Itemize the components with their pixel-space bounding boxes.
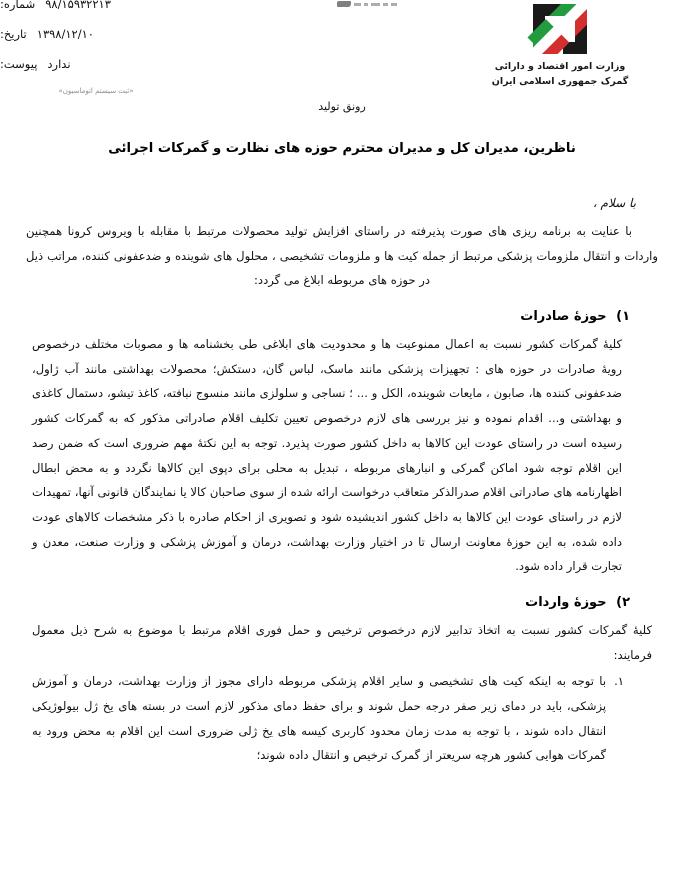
date-label: تاریخ: xyxy=(0,27,27,41)
list-item-marker: ۱. xyxy=(614,674,624,689)
iran-customs-emblem-icon xyxy=(523,4,597,54)
section-imports-list xyxy=(26,669,658,768)
list-item-text: با توجه به اینکه کیت های تشخیصی و سایر اقلام پزشکی مربوطه دارای مجوز از وزارت بهداشت، درمان و آموزش پزشکی، باید در دمای زیر صفر درجه حمل شوند و برای حفظ دمای مذکور لازم است در بسته های یخ ژل بیولوژیکی انتقال داده شوند ، با توجه به مدت زمان محدود کاربری کیسه های یخ ژلی ضروری است این اقلام به محض ورود به گمرکات هوایی کشور هرچه سریعتر از گمرک ترخیص و انتقال داده شوند؛ xyxy=(32,674,607,763)
number-value: ۹۸/۱۵۹۳۲۲۱۳ xyxy=(45,0,111,11)
meta-row-number xyxy=(0,0,230,11)
year-slogan: رونق تولید xyxy=(318,100,366,113)
automation-registration-stamp: «ثبت سیستم اتوماسیون» xyxy=(58,87,134,95)
section-imports-label: حوزۀ واردات xyxy=(525,594,607,610)
section-exports-number: ۱) xyxy=(616,309,630,325)
section-exports-title xyxy=(26,309,658,324)
section-exports xyxy=(26,309,658,579)
letterhead xyxy=(462,4,658,89)
section-imports-number: ۲) xyxy=(616,594,630,610)
organization-name: گمرک جمهوری اسلامی ایران xyxy=(491,75,629,87)
ministry-name: وزارت امور اقتصاد و دارائی xyxy=(494,61,626,72)
attachment-label: پیوست: xyxy=(0,57,38,71)
meta-row-date xyxy=(0,27,230,41)
intro-paragraph: با عنایت به برنامه ریزی های صورت پذیرفته در راستای افزایش تولید محصولات مرتبط با مقابله با ویروس کرونا همچنین واردات و انتقال ملزومات پزشکی مرتبط از جمله کیت ها و ملزومات تشخیصی ، محلول های شوینده و ضدعفونی کننده، مراتب ذیل در حوزه های مربوطه ابلاغ می گردد: xyxy=(26,224,658,288)
document-meta xyxy=(0,0,230,95)
section-imports-lead: کلیۀ گمرکات کشور نسبت به اتخاذ تدابیر لازم درخصوص ترخیص و حمل فوری اقلام مرتبط با موضوع به شرح ذیل معمول فرمایند: xyxy=(32,622,652,662)
section-exports-body: کلیۀ گمرکات کشور نسبت به اعمال ممنوعیت ها و محدودیت های ابلاغی طی بخشنامه ها و مصوبات مختلف درخصوص رویۀ صادرات در حوزه های : تجهیزات پزشکی مانند ماسک، لباس گان، دستکش؛ محصولات بهداشتی مانند آب ژاول، ضدعفونی کننده ها، صابون ، مایعات شوینده، الکل و ... ؛ نساجی و سلولزی مانند منسوج نبافته، کاغذ تیشو، دستمال کاغذی و بهداشتی و... اقدام نموده و نیز بررسی های لازم درخصوص تعیین تکلیف اقلام صادراتی مذکور که به گمرکات کشور رسیده است در راستای عودت این کالاها به داخل کشور صورت پذیرد. توجه به این نکتۀ مهم ضروری است که ضمن رصد این اقلام توجه شود اماکن گمرکی و انبارهای مربوطه ، تبدیل به محلی برای دپوی این کالاها نگردد و به محض ابطال اظهارنامه های صادراتی اقلام صدرالذکر متعاقب درخواست ارائه شده از سوی صاحبان کالا یا نمایندگان قانونی آنها، تمهیدات لازم در راستای عودت این کالاها به داخل کشور اندیشیده شود و تصویری از احکام صادره با ذکر مشخصات کالاهای عودت داده شده، به این حوزۀ معاونت ارسال تا در اختیار وزارت بهداشت، درمان و آموزش پزشکی و وزارت صنعت، معدن و تجارت قرار داده شود. xyxy=(32,337,622,574)
section-exports-label: حوزۀ صادرات xyxy=(520,309,607,325)
meta-row-attachment xyxy=(0,57,230,71)
list-item xyxy=(26,669,658,768)
number-label: شماره: xyxy=(0,0,36,11)
addressee-line: ناظرین، مدیران کل و مدیران محترم حوزه های نظارت و گمرکات اجرائی xyxy=(108,141,576,156)
date-value: ۱۳۹۸/۱۲/۱۰ xyxy=(36,27,94,41)
salutation: با سلام ، xyxy=(592,196,636,210)
section-imports-title xyxy=(26,595,658,610)
document-body xyxy=(26,196,658,768)
section-imports xyxy=(26,595,658,768)
attachment-value: ندارد xyxy=(47,57,71,71)
